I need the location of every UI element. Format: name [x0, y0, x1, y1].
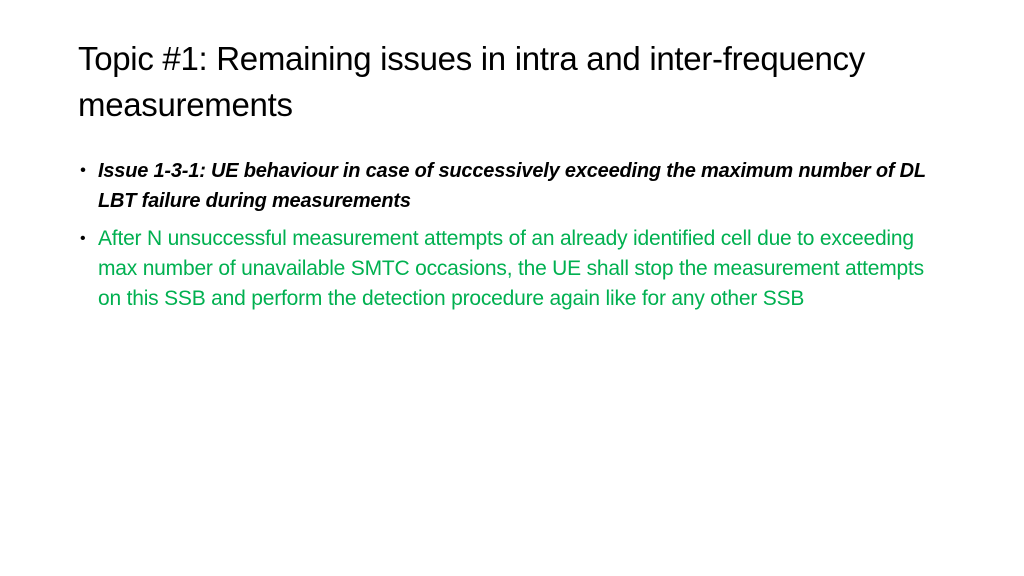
- bullet-issue: [78, 156, 948, 216]
- bullet-list: [78, 156, 948, 322]
- slide-title: Topic #1: Remaining issues in intra and inter-frequency measurements: [78, 40, 865, 123]
- issue-text: Issue 1-3-1: UE behaviour in case of successively exceeding the maximum number of DL LBT failure during measurements: [98, 160, 926, 212]
- bullet-proposal: [78, 224, 948, 314]
- proposal-text: After N unsuccessful measurement attempts of an already identified cell due to exceeding max number of unavailable SMTC occasions, the UE shall stop the measurement attempts on this SSB and perform the detection procedure again like for any other SSB: [98, 227, 924, 310]
- bullet-marker: •: [80, 162, 86, 179]
- bullet-marker: •: [80, 230, 86, 247]
